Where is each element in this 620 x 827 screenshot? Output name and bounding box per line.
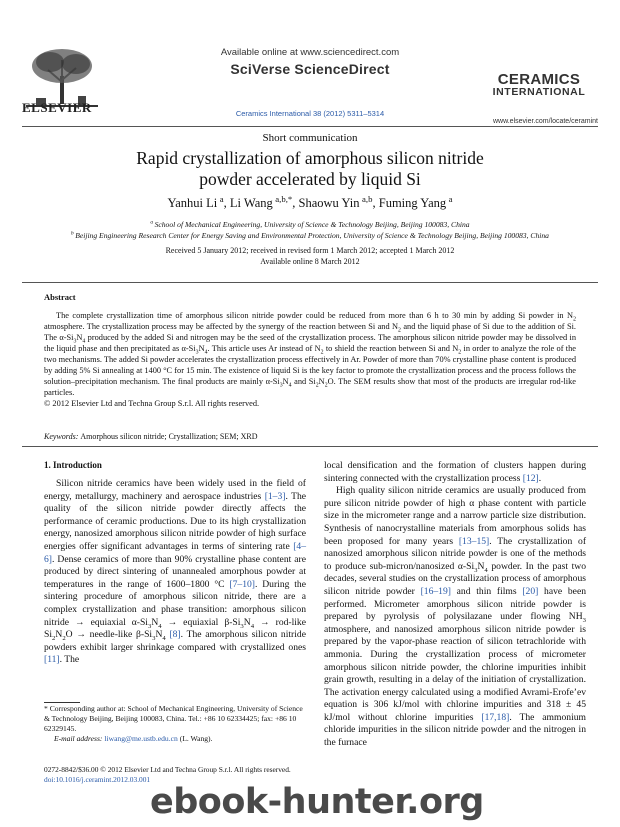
email-suffix: (L. Wang). — [179, 734, 213, 743]
citation-link[interactable]: [12] — [522, 472, 539, 484]
affiliation-mark: b — [71, 230, 74, 237]
section-heading-introduction: 1. Introduction — [44, 460, 102, 470]
title-line-1: Rapid crystallization of amorphous silicon nitride — [136, 148, 484, 168]
citation-link[interactable]: [11] — [44, 654, 60, 666]
citation-link[interactable]: [8] — [169, 629, 181, 641]
author-affil-mark[interactable]: a — [448, 193, 453, 204]
affiliation-a — [0, 220, 620, 229]
article-type: Short communication — [262, 132, 358, 144]
keywords-line — [44, 432, 257, 441]
citation-link[interactable]: [16–19] — [420, 585, 451, 597]
article-title — [0, 148, 620, 190]
corresponding-author-text: * Corresponding author at: School of Mechanical Engineering, University of Science & Technology Beijing, Beijing 100083, China. Tel.: +86 10 62334425; fax: +86 10 62329145. — [44, 704, 303, 733]
footnote-rule — [44, 702, 80, 703]
journal-citation[interactable]: Ceramics International 38 (2012) 5311–5314 — [235, 109, 385, 118]
journal-title-line1: CERAMICS — [497, 71, 581, 88]
author-name[interactable]: Shaowu Yin — [298, 196, 360, 210]
affiliation-text: Beijing Engineering Research Center for Energy Saving and Environmental Protection, University of Science & Technology Beijing, Beijing 100083, China — [75, 231, 549, 240]
citation-link[interactable]: [13–15] — [458, 535, 490, 547]
corresponding-author-footnote — [44, 704, 306, 744]
issn-line: 0272-8842/$36.00 © 2012 Elsevier Ltd and Techna Group S.r.l. All rights reserved. — [44, 765, 291, 774]
affiliation-text: School of Mechanical Engineering, University of Science & Technology Beijing, Beijing 100083, China — [154, 220, 470, 229]
affiliation-b — [0, 231, 620, 240]
email-label: E-mail address: — [54, 734, 103, 743]
available-online[interactable]: Available online at www.sciencedirect.com — [220, 47, 400, 58]
right-column-text: local densification and the formation of clusters happen during sintering connected with the crystallization process [12]. High quality silicon nitride ceramics are usually produced from pure silicon nitride powder of high α phase content with particle size in the micrometer range and a narrow particle size distribution. Synthesis of nanocrystalline materials from amorphous solids has been proposed for many years [13–15]. The crystallization of nanosized amorphous silicon nitride powder is one of the methods to produce sub-micron/nanosized $\alpha-Si_3N_4$ powder. In the past two decades, several studies on the crystallization process of amorphous silicon nitride powder [16–19] and thin films [20] have been performed. Micrometer amorphous silicon nitride powder is prepared by pyrolysis of polysilazane under flowing $NH_3$ atmosphere, and nanosized amorphous silicon nitride powder is prepared by the vapor-phase reaction of silicon tetrachloride with ammonia. During the crystallization process of micrometer amorphous silicon nitride powder, the chlorine impurities inhibit grain growth, resulting in a delay of the initiation of crystallization. The activation energy calculated using a modified Avrami-Erofe’ev equation is 306 kJ/mol with chlorine impurities and 318 ± 45 kJ/mol without chlorine impurities [17,18]. The ammonium chloride impurities in the silicon nitride powder and the nitrogen in the furnace — [324, 460, 587, 749]
abstract-divider-top — [22, 282, 598, 283]
watermark-text: ebook-hunter.org — [150, 782, 484, 822]
abstract-text: The complete crystallization time of amorphous silicon nitride powder could be reduced from more than 6 h to 30 min by adding Si powder in $N_2$ atmosphere. The crystallization process may be affected by the synergy of the reaction between Si and $N_2$ and the liquid phase of Si due to the addition of Si. The $\alpha-Si_3N_4$ produced by the added Si and nitrogen may be the seed of the crystallization process. The amorphous silicon nitride powder may be dissolved in the liquid phase and then precipitated as $\alpha-Si_3N_4$. This article uses Ar instead of $N_2$ to shield the reaction between Si and $N_2$ in order to analyze the role of the two mechanisms. The added Si powder accelerates the crystallization process effectively in Ar. Powder of more than 70% crystalline phase content is produced by adding 5% Si annealing at 1400 °C for 15 min. The existence of liquid Si is the key factor to promote the crystallization process and the process follows the solution–precipitation mechanism. The final products are mainly $\alpha-Si_3N_4$ and $Si_2N_2O$. The SEM results show that most of the products are irregular rod-like particles. © 2012 Elsevier Ltd and Techna Group S.r.l. All rights reserved. — [44, 311, 577, 408]
keywords-list: Amorphous silicon nitride; Crystallization; SEM; XRD — [80, 432, 258, 441]
received-dates: Received 5 January 2012; received in revised form 1 March 2012; accepted 1 March 2012 — [165, 246, 455, 255]
abstract-heading: Abstract — [44, 292, 76, 302]
citation-link[interactable]: [1–3] — [264, 490, 286, 502]
doi-link[interactable]: doi:10.1016/j.ceramint.2012.03.001 — [44, 775, 151, 784]
platform-name: SciVerse ScienceDirect — [230, 61, 390, 77]
author-affil-mark[interactable]: a — [219, 193, 224, 204]
citation-link[interactable]: [17,18] — [481, 711, 510, 723]
publisher-name: ELSEVIER — [22, 100, 92, 115]
email-link[interactable]: liwang@me.ustb.edu.cn — [104, 734, 178, 743]
copyright-line: © 2012 Elsevier Ltd and Techna Group S.r.l. All rights reserved. — [44, 399, 260, 408]
citation-link[interactable]: [7–10] — [229, 578, 255, 590]
article-dates — [0, 245, 620, 267]
abstract-divider-bottom — [22, 446, 598, 447]
author-list: Yanhui Li $^a$, Li Wang $^{a,b,*}$, Shaowu Yin $^{a,b}$, Fuming Yang $^a$ — [167, 193, 453, 210]
header-divider — [22, 126, 598, 127]
journal-homepage-link[interactable]: www.elsevier.com/locate/ceramint — [492, 118, 598, 125]
title-line-2: powder accelerated by liquid Si — [199, 169, 421, 189]
journal-title — [480, 72, 598, 98]
keywords-label: Keywords: — [44, 432, 79, 441]
left-column-text: Silicon nitride ceramics have been widely used in the field of energy, metallurgy, machinery and aerospace industries [1–3]. The quality of the silicon nitride powder directly affects the performance of ceramic productions. Due to its high crystallization energy, nanosized amorphous silicon nitride powder of high surface energies offer significant advantages in terms of sintering rate [4–6]. Dense ceramics of more than 90% crystalline phase content are produced by direct sintering of unannealed amorphous powder at temperatures in the range of 1600–1800 °C [7–10]. During the sintering procedure of amorphous silicon nitride, there are a complex crystallization and phase transition: amorphous silicon nitride → equiaxial $\alpha-Si_3N_4$ → equiaxial $\beta-Si_3N_4$ → rod-like $Si_2N_2O$ → needle-like $\beta-Si_3N_4$ [8]. The amorphous silicon nitride powders exhibit larger shrinkage compared with crystallized ones [11]. The — [44, 478, 307, 666]
available-online-date: Available online 8 March 2012 — [260, 257, 360, 266]
journal-title-line2: INTERNATIONAL — [492, 86, 586, 99]
author-name[interactable]: Li Wang — [229, 196, 273, 210]
affiliation-mark: a — [150, 219, 154, 226]
citation-link[interactable]: [4–6] — [44, 540, 306, 565]
author-name[interactable]: Fuming Yang — [378, 196, 447, 210]
author-name[interactable]: Yanhui Li — [167, 196, 218, 210]
author-affil-mark[interactable]: a,b — [362, 193, 373, 204]
author-affil-mark[interactable]: a,b,* — [275, 193, 293, 204]
citation-link[interactable]: [20] — [522, 585, 539, 597]
